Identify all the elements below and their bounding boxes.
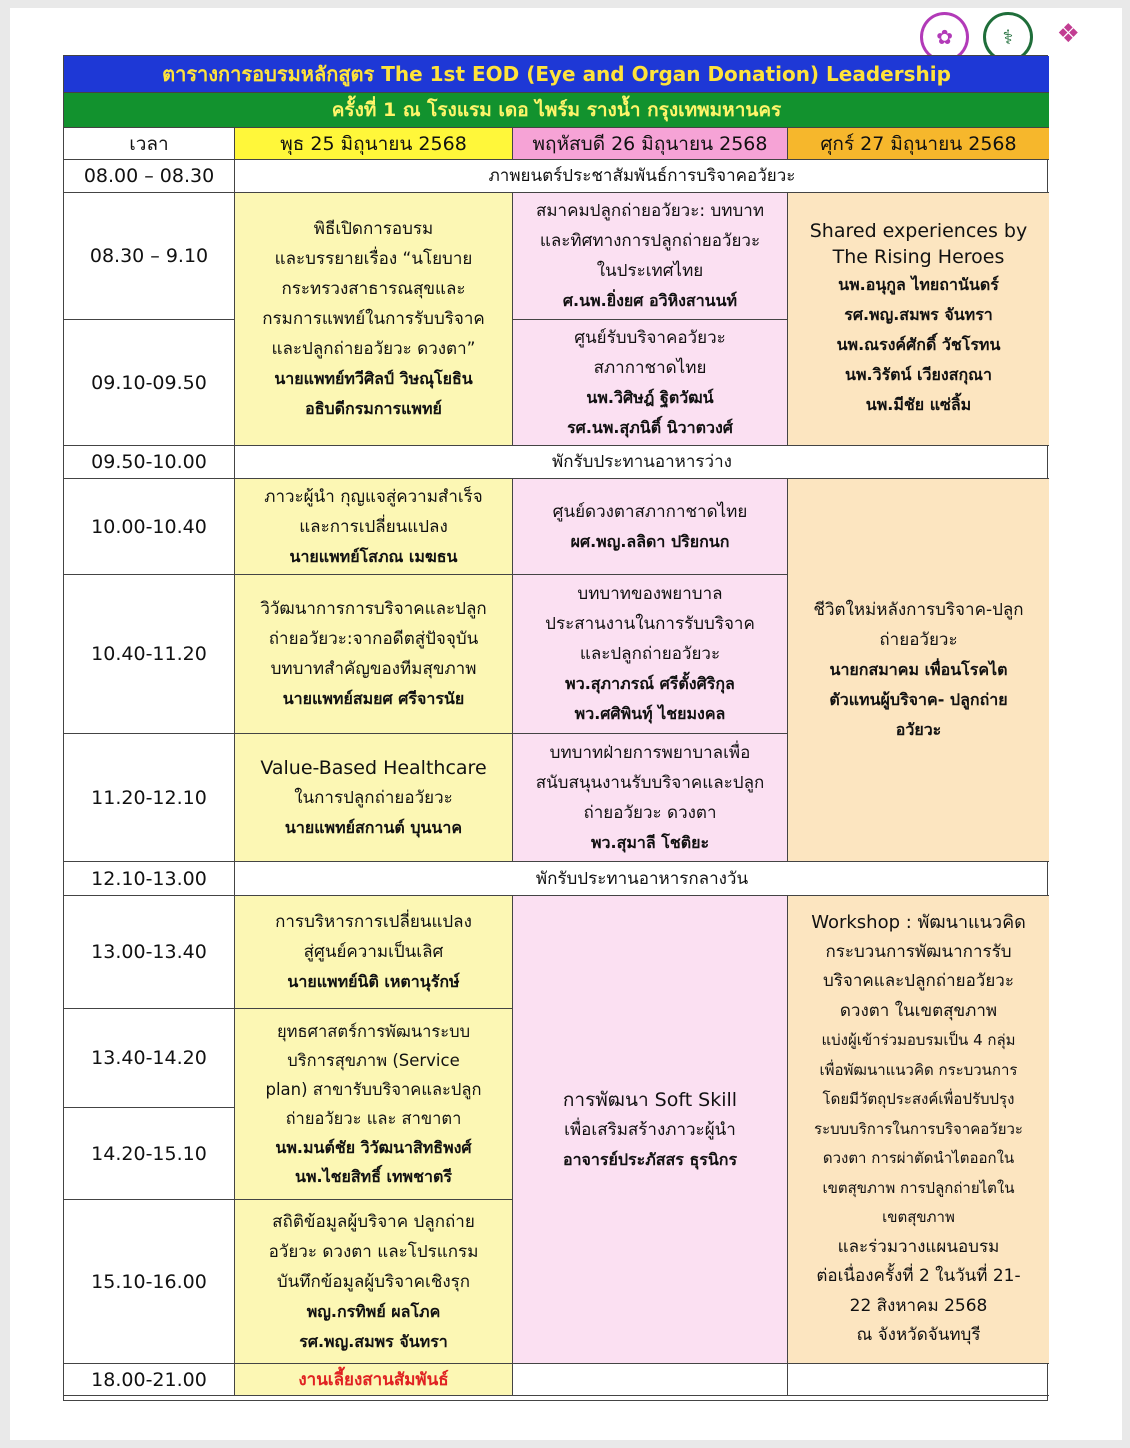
excellence-center-logo-icon: ❖ — [1056, 19, 1080, 49]
session-title: Value-Based Healthcare — [260, 756, 487, 779]
session-title: การพัฒนา Soft Skill — [562, 1088, 738, 1111]
session-organ-center — [513, 320, 788, 446]
speaker: ศ.นพ.ยิ่งยศ อวิหิงสานนท์ — [562, 291, 738, 310]
schedule-title: ตารางการอบรมหลักสูตร The 1st EOD (Eye and Organ Donation) Leadership — [64, 56, 1049, 93]
session-title: ถ่ายอวัยวะ และ สาขาตา — [285, 1109, 462, 1128]
workshop-closing: ต่อเนื่องครั้งที่ 2 ในวันที่ 21- — [816, 1266, 1021, 1287]
session-title: กระบวนการพัฒนาการรับ — [825, 941, 1012, 962]
day3-column-header: ศุกร์ 27 มิถุนายน 2568 — [788, 128, 1049, 160]
time-slot: 10.40-11.20 — [64, 575, 235, 734]
dinner-label: งานเลี้ยงสานสัมพันธ์ — [298, 1369, 449, 1390]
session-title: บทบาทของพยาบาล — [577, 584, 723, 604]
session-title: การบริหารการเปลี่ยนแปลง — [275, 912, 472, 932]
workshop-detail: ดวงตา การผ่าตัดนำไตออกใน — [822, 1149, 1015, 1168]
session-title: และบรรยายเรื่อง “นโยบาย — [274, 249, 473, 269]
session-title: สนับสนุนงานรับบริจาคและปลูก — [535, 772, 765, 793]
session-title: plan) สาขารับบริจาคและปลูก — [265, 1080, 482, 1099]
session-title: บันทึกข้อมูลผู้บริจาคเชิงรุก — [276, 1271, 471, 1292]
speaker: ตัวแทนผู้บริจาค- ปลูกถ่าย — [829, 690, 1008, 709]
session-nurse-role — [513, 575, 788, 734]
time-column-header: เวลา — [64, 128, 235, 160]
session-title: ในประเทศไทย — [596, 261, 704, 281]
time-slot: 09.50-10.00 — [64, 446, 235, 479]
time-slot: 11.20-12.10 — [64, 734, 235, 862]
session-title: วิวัฒนาการการบริจาคและปลูก — [260, 599, 487, 619]
session-title: อวัยวะ ดวงตา และโปรแกรม — [268, 1241, 479, 1262]
snack-break-row: พักรับประทานอาหารว่าง — [235, 446, 1049, 479]
speaker: รศ.พญ.สมพร จันทรา — [299, 1331, 448, 1351]
department-seal-icon: ✿ — [920, 12, 969, 62]
workshop-detail: ระบบบริการในการบริจาคอวัยวะ — [814, 1119, 1023, 1138]
speaker: พว.สุมาลี โชติยะ — [590, 832, 710, 852]
session-title: และปลูกถ่ายอวัยวะ ดวงตา” — [271, 339, 476, 359]
schedule-subtitle: ครั้งที่ 1 ณ โรงแรม เดอ ไพร์ม รางน้ำ กรุงเทพมหานคร — [64, 93, 1049, 128]
session-title: ยุทธศาสตร์การพัฒนาระบบ — [276, 1022, 471, 1041]
session-title: และทิศทางการปลูกถ่ายอวัยวะ — [539, 231, 761, 251]
session-title: ชีวิตใหม่หลังการบริจาค-ปลูก — [813, 600, 1024, 620]
speaker: นายแพทย์นิติ เหตานุรักษ์ — [287, 972, 460, 991]
session-title: เพื่อเสริมสร้างภาวะผู้นำ — [564, 1119, 736, 1140]
session-title: และปลูกถ่ายอวัยวะ — [579, 644, 721, 664]
time-slot: 13.40-14.20 — [64, 1009, 235, 1108]
session-title: ศูนย์ดวงตาสภากาชาดไทย — [552, 501, 748, 522]
session-rising-heroes — [788, 193, 1049, 446]
session-title: กระทรวงสาธารณสุขและ — [281, 279, 466, 299]
session-transplant-society — [513, 193, 788, 320]
session-nursing-dept — [513, 734, 788, 862]
time-slot: 13.00-13.40 — [64, 896, 235, 1009]
speaker: อาจารย์ประภัสสร ธุรนิกร — [562, 1149, 738, 1169]
session-title: และการเปลี่ยนแปลง — [299, 516, 448, 537]
session-title: พิธีเปิดการอบรม — [313, 219, 434, 239]
time-slot: 09.10-09.50 — [64, 320, 235, 446]
speaker: นพ.มนต์ชัย วิวัฒนาสิทธิพงศ์ — [275, 1138, 472, 1157]
session-workshop — [788, 896, 1049, 1364]
session-leadership — [235, 479, 513, 575]
session-title: Workshop : พัฒนาแนวคิด — [811, 912, 1026, 934]
session-strategy — [235, 1009, 513, 1200]
session-title: บทบาทฝ่ายการพยาบาลเพื่อ — [549, 742, 751, 763]
speaker: นพ.วิศิษฎ์ ฐิตวัฒน์ — [586, 387, 714, 407]
session-title: ถ่ายอวัยวะ ดวงตา — [583, 802, 717, 823]
session-title: ภาวะผู้นำ กุญแจสู่ความสำเร็จ — [264, 486, 483, 507]
speaker: นายแพทย์ทวีศิลป์ วิษณุโยธิน — [274, 369, 473, 388]
session-value-based — [235, 734, 513, 862]
session-statistics — [235, 1200, 513, 1364]
speaker: นายแพทย์โสภณ เมฆธน — [289, 546, 458, 566]
day2-column-header: พฤหัสบดี 26 มิถุนายน 2568 — [513, 128, 788, 160]
workshop-detail: โดยมีวัตถุประสงค์เพื่อปรับปรุง — [822, 1090, 1015, 1109]
session-title: ถ่ายอวัยวะ — [879, 630, 958, 650]
time-slot: 15.10-16.00 — [64, 1200, 235, 1364]
session-change-management — [235, 896, 513, 1009]
schedule-table — [63, 55, 1048, 1401]
workshop-detail: แบ่งผู้เข้าร่วมอบรมเป็น 4 กลุ่ม — [821, 1031, 1016, 1050]
session-title: บริการสุขภาพ (Service — [287, 1051, 460, 1070]
speaker: นายแพทย์สมยศ ศรีจารนัย — [282, 689, 465, 708]
speaker: นพ.วิรัตน์ เวียงสกุณา — [845, 365, 992, 384]
session-title: สถิติข้อมูลผู้บริจาค ปลูกถ่าย — [272, 1211, 475, 1232]
speaker: นพ.ไชยสิทธิ์ เทพชาตรี — [295, 1167, 452, 1186]
day1-column-header: พุธ 25 มิถุนายน 2568 — [235, 128, 513, 160]
session-title: Shared experiences by — [809, 220, 1028, 242]
workshop-closing: ณ จังหวัดจันทบุรี — [856, 1325, 981, 1346]
ministry-emblem-icon: ⚕ — [983, 12, 1032, 62]
speaker: อธิบดีกรมการแพทย์ — [305, 399, 442, 418]
session-title: ดวงตา ในเขตสุขภาพ — [839, 1000, 998, 1021]
session-title: บทบาทสำคัญของทีมสุขภาพ — [270, 659, 477, 679]
session-title: สมาคมปลูกถ่ายอวัยวะ: บทบาท — [535, 201, 765, 221]
speaker: นพ.มีชัย แซ่ลิ้ม — [865, 395, 972, 414]
workshop-detail: เขตสุขภาพ การปลูกถ่ายไตใน — [822, 1178, 1015, 1197]
speaker: นายแพทย์สกานต์ บุนนาค — [284, 817, 463, 837]
speaker: รศ.พญ.สมพร จันทรา — [844, 305, 993, 324]
session-title: ถ่ายอวัยวะ:จากอดีตสู่ปัจจุบัน — [268, 629, 479, 649]
session-evolution — [235, 575, 513, 734]
session-title: สภากาชาดไทย — [593, 357, 707, 378]
speaker: นพ.ณรงค์ศักดิ์ วัชโรทน — [836, 335, 1001, 354]
speaker: พว.สุภาภรณ์ ศรีตั้งศิริกุล — [565, 674, 735, 693]
session-title: ประสานงานในการรับบริจาค — [545, 614, 755, 634]
session-opening — [235, 193, 513, 446]
lunch-break-row: พักรับประทานอาหารกลางวัน — [235, 862, 1049, 896]
time-slot: 08.00 – 08.30 — [64, 160, 235, 193]
session-title: The Rising Heroes — [832, 246, 1005, 268]
workshop-closing: 22 สิงหาคม 2568 — [849, 1295, 988, 1316]
workshop-closing: และร่วมวางแผนอบรม — [837, 1236, 1000, 1257]
time-slot: 18.00-21.00 — [64, 1364, 235, 1396]
session-title: กรมการแพทย์ในการรับบริจาค — [262, 309, 485, 329]
workshop-detail: เพื่อพัฒนาแนวคิด กระบวนการ — [819, 1060, 1018, 1079]
speaker: ผศ.พญ.ลลิดา ปริยกนก — [570, 531, 730, 551]
time-slot: 10.00-10.40 — [64, 479, 235, 575]
session-dinner — [235, 1364, 513, 1396]
workshop-detail: เขตสุขภาพ — [882, 1208, 955, 1227]
speaker: นพ.อนุกูล ไทยถานันดร์ — [838, 275, 999, 294]
session-title: ในการปลูกถ่ายอวัยวะ — [294, 787, 453, 808]
session-new-life — [788, 479, 1049, 862]
time-slot: 12.10-13.00 — [64, 862, 235, 896]
time-slot: 08.30 – 9.10 — [64, 193, 235, 320]
session-soft-skill — [513, 896, 788, 1364]
opening-film-row: ภาพยนตร์ประชาสัมพันธ์การบริจาคอวัยวะ — [235, 160, 1049, 193]
session-title: บริจาคและปลูกถ่ายอวัยวะ — [822, 971, 1014, 992]
session-title: ศูนย์รับบริจาคอวัยวะ — [574, 327, 726, 348]
speaker: พญ.กรทิพย์ ผลโภค — [306, 1301, 441, 1321]
session-title: สู่ศูนย์ความเป็นเลิศ — [303, 942, 444, 962]
empty-cell — [788, 1364, 1049, 1396]
speaker: รศ.นพ.สุภนิติ์ นิวาตวงศ์ — [567, 417, 733, 437]
session-eye-bank — [513, 479, 788, 575]
speaker: อวัยวะ — [895, 720, 942, 739]
speaker: นายกสมาคม เพื่อนโรคไต — [829, 660, 1008, 679]
empty-cell — [513, 1364, 788, 1396]
time-slot: 14.20-15.10 — [64, 1108, 235, 1200]
speaker: พว.ศศิพินทุ์ ไชยมงคล — [574, 704, 726, 723]
